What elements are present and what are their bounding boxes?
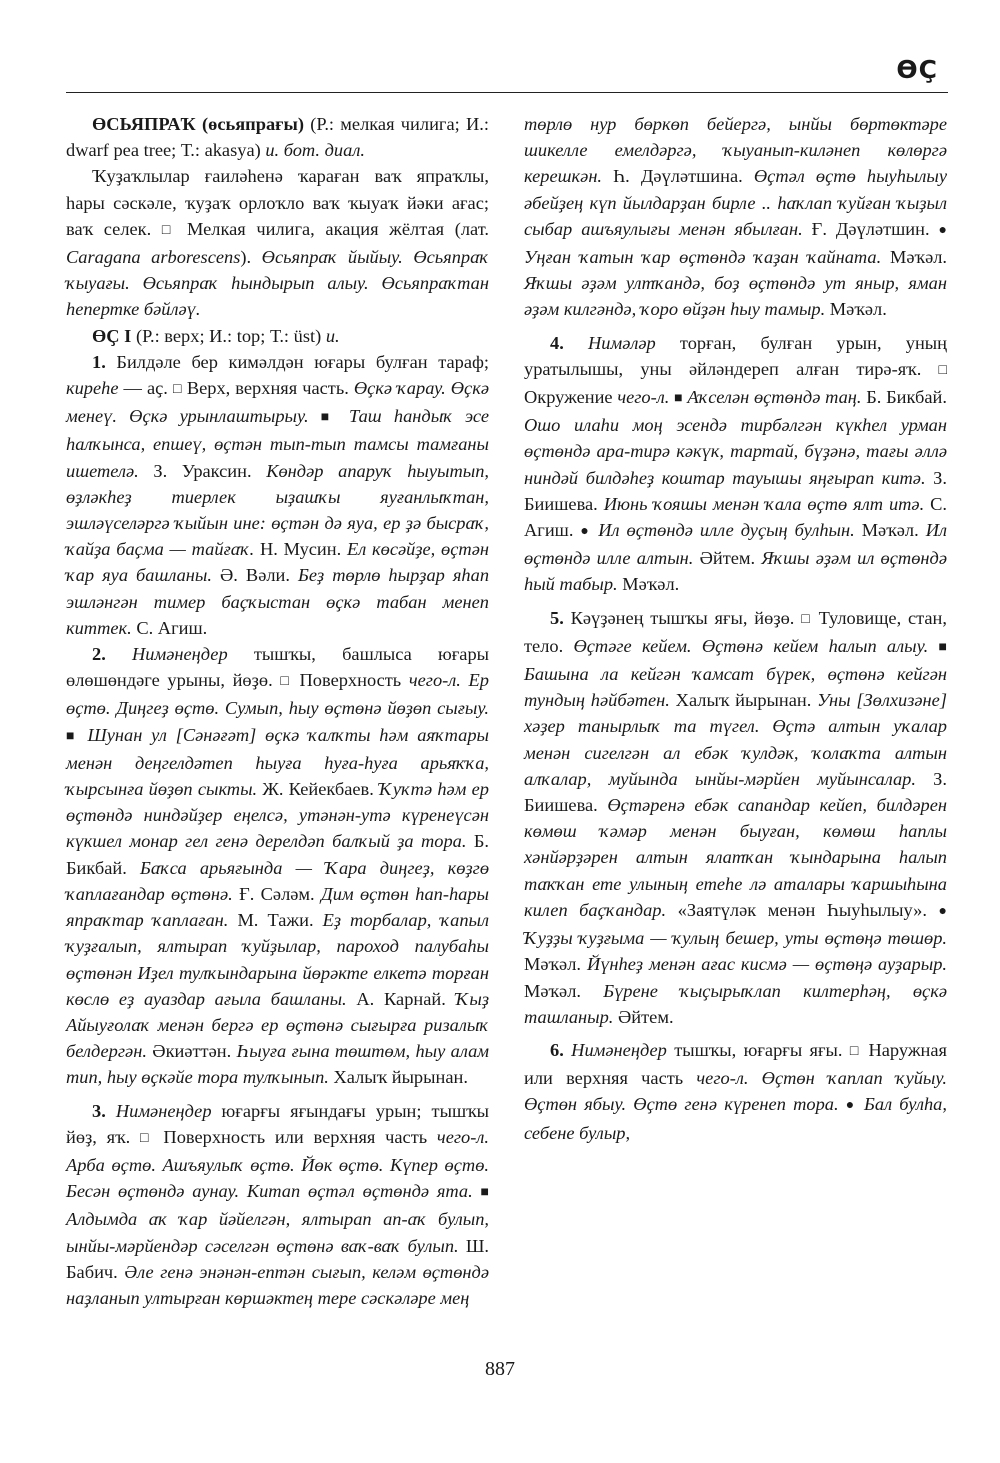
- italic-text: Ҡыҙ Айыуғолаҡ менән бергә ер өҫтөнә сығырға ризалыҡ белдергән.: [66, 988, 490, 1062]
- plain-text: Мәҡәл.: [854, 520, 926, 541]
- plain-text: Мәҡәл.: [617, 574, 680, 595]
- entry-paragraph-continued: [524, 111, 947, 323]
- plain-text: Мәҡәл.: [524, 980, 604, 1001]
- plain-text: юғарғы яғындағы урын; тышҡы йөҙ, яҡ.: [66, 1100, 490, 1147]
- plain-text: Ғ. Дәүләтшин.: [802, 218, 939, 239]
- plain-text: Б. Бикбай.: [861, 387, 947, 408]
- italic-text: Беҙ төрлө һырҙар яһап эшләнгән тимер баҫҡыстан өҫкә табан менеп киттек.: [66, 565, 490, 638]
- proverb-bullet-icon: ●: [938, 222, 948, 238]
- example-marker-icon: ■: [674, 391, 683, 407]
- italic-text: Бал булһа, себене булыр,: [524, 1094, 947, 1143]
- translation-marker-icon: □: [172, 382, 182, 398]
- translation-marker-icon: □: [801, 611, 812, 627]
- headword-text: ӨҪ I: [92, 325, 136, 346]
- headword-text: 1.: [92, 351, 117, 372]
- italic-text: Өсьяпраҡ йыйыу. Өсьяпраҡ ҡыуағы. Өсьяпраҡ һындырып алыу. Өсьяпраҡтан һепертке бәйләү.: [66, 247, 489, 320]
- example-marker-icon: ■: [66, 728, 79, 744]
- headword-text: 5.: [550, 607, 571, 628]
- entry-paragraph-2: [66, 323, 489, 349]
- plain-text: Верх, верхняя часть.: [181, 378, 354, 399]
- plain-text: торған, булған урын, уның уратылышы, уны әйләндереп алған тирә-яҡ.: [524, 332, 947, 379]
- italic-text: Йүнһеҙ менән ағас кисмә — өҫтөңә ауҙарыр.: [586, 954, 947, 975]
- plain-text: ).: [240, 247, 262, 268]
- italic-text: чего-л. Ер өҫтө. Диңгеҙ өҫтө. Сумып, һыу өҫтөнә йөҙөп сығыу.: [66, 670, 489, 719]
- plain-text: Мәҡәл.: [524, 954, 587, 975]
- italic-text: киреһе: [66, 378, 119, 399]
- italic-text: Шунан ул [Сәнәғәт] өҫкә ҡалҡты һәм аяҡтары менән деңгелдәтеп һыуға һуға-һуға арьяҡҡа, ҡырсынға йөҙөп сыкты.: [66, 724, 489, 800]
- italic-text: Өҫтәренә ебәк сапандар кейеп, билдәрен көмөш ҡәмәр менән быуған, көмөш һаплы хәнйәрҙәрен алтын ялатҡан ҡындарына һалып таҡҡан ете улының етеһе лә аталары ҡаршыһына килеп баҫҡандар.: [524, 795, 947, 920]
- entry-paragraph-8: [524, 1037, 947, 1146]
- headword-text: 4.: [550, 332, 588, 353]
- plain-text: З. Биишева.: [524, 768, 947, 816]
- plain-text: (Р.: верх; И.: top; Т.: üst): [135, 325, 326, 346]
- page-number: 887: [485, 1358, 515, 1380]
- plain-text: Н. Мусин.: [254, 539, 347, 560]
- headword-text: 6.: [550, 1039, 572, 1060]
- italic-text: Әле генә энәнән-ептән сығып, келәм өҫтөндә наҙланып ултырған көршәктең тере сәскәләре мең: [66, 1261, 489, 1308]
- italic-text: Уны [Зөлхизәне] хәҙер танырлыҡ та түгел. Өҫтә алтын уҡалар менән сигелгән ал ебәк ҡулдәк, ҡолаҡта алтын алҡалар, муйында ынйы-мәрйен муйынсалар.: [524, 690, 947, 789]
- plain-text: Кәүҙәнең тышҡы яғы, йөҙө.: [570, 607, 802, 628]
- plain-text: «Заятүләк менән Һыуһылыу».: [666, 899, 939, 920]
- italic-text: Өҫкә ҡарау. Өҫкә менеү. Өҫкә урынлаштырыу.: [66, 378, 489, 427]
- italic-text: Июнь ҡояшы менән ҡала өҫтө ялт итә.: [603, 493, 925, 514]
- italic-text: Дим өҫтөн һап-һары япраҡтар ҡаплаған.: [66, 883, 490, 931]
- plain-text: Билдәле бер кимәлдән юғары булған тараф;: [116, 351, 490, 372]
- plain-text: Әкиәттән.: [146, 1041, 237, 1062]
- proverb-bullet-icon: ●: [845, 1098, 857, 1114]
- italic-text: Өҫтәге кейем. Өҫтөнә кейем һалып алыу.: [573, 635, 939, 656]
- plain-text: Окружение: [524, 387, 618, 408]
- plain-text: тышҡы, башлыса юғары өлөшөндәге урыны, йөҙө.: [66, 644, 490, 691]
- italic-text: Caragana arborescens: [66, 247, 241, 268]
- entry-paragraph-5: [66, 1098, 489, 1312]
- headword-text: ӨСЬЯПРАҠ (өсьяпрағы): [92, 114, 311, 134]
- entry-paragraph-3: [66, 349, 489, 641]
- italic-text: Нимәнеңдер: [115, 1100, 212, 1121]
- italic-text: чего-л.: [617, 387, 675, 408]
- plain-text: Наружная или верхняя часть: [524, 1039, 947, 1089]
- italic-text: и.: [325, 325, 340, 346]
- plain-text: М. Тажи.: [228, 910, 323, 931]
- entry-paragraph-6: [524, 330, 947, 598]
- plain-text: Туловище, стан, тело.: [524, 607, 947, 656]
- plain-text: Б. Бикбай.: [66, 831, 489, 878]
- left-column: [66, 111, 489, 1311]
- plain-text: Әйтем.: [693, 548, 762, 569]
- plain-text: Халыҡ йырынан.: [328, 1067, 468, 1088]
- italic-text: Ил өҫтөндә илле алтын.: [524, 520, 947, 569]
- italic-text: Баҡса арьяғында — Ҡара диңгеҙ, көҙгө ҡаплағандар өҫтөнә.: [66, 857, 490, 904]
- translation-marker-icon: □: [938, 362, 947, 378]
- example-marker-icon: ■: [320, 410, 337, 426]
- plain-text: — аҫ.: [118, 378, 173, 399]
- italic-text: Өҫтәл өҫтө һыуһылыу әбейҙең күп йылдарҙан бирле .. һаҡлап ҡуйған ҡыҙыл сыбар ашъяулығы менән ябылған.: [524, 166, 947, 239]
- italic-text: Алдымда аҡ ҡар йәйелгән, ялтырап ап-аҡ булып, ынйы-мәрйендәр сәселгән өҫтөнә ваҡ-ваҡ булып.: [66, 1209, 489, 1256]
- italic-text: төрлө нур бөркөп бейергә, ынйы бөртөктәре шикелле емелдәргә, ҡыуанып-киләнеп көлөргә керешкән.: [524, 114, 947, 187]
- plain-text: З. Ураксин.: [138, 460, 267, 481]
- right-column: [524, 111, 947, 1146]
- italic-text: Ошо илаһи моң эсендә тирбәлгән күкһел урман өҫтөндә ара-тирә кәкүк, тартай, бүҙәнә, тағы әллә ниндәй билдәһеҙ коштар тауышы яңғырап китә.: [524, 415, 947, 488]
- italic-text: чего-л. Арба өҫтө. Ашъяулыҡ өҫтө. Йөк өҫтө. Күпер өҫтө. Бесән өҫтөндә аунау. Китап өҫтәл өҫтөндә ята.: [66, 1126, 489, 1202]
- plain-text: Әйтем.: [613, 1006, 674, 1027]
- plain-text: Ж. Кейекбаев.: [257, 779, 380, 800]
- entry-paragraph-4: [66, 641, 489, 1090]
- headword-text: 3.: [92, 1100, 116, 1121]
- plain-text: Мәҡәл.: [881, 247, 948, 268]
- plain-text: (Р.: мелкая чилига; И.: dwarf pea tree; Т.: akasya): [66, 114, 489, 161]
- italic-text: Ил өҫтөндә илле дуҫың булһын.: [591, 520, 855, 541]
- italic-text: Ҡуҡтә һәм ер өҫтөндә ниндәйҙер еңелсә, утәнән-утә күренеүсән күкшел монар гел генә дерелдәп балҡый ҙа тора.: [66, 779, 489, 852]
- italic-text: Нимәнеңдер: [571, 1039, 667, 1060]
- plain-text: Поверхность: [291, 670, 409, 691]
- translation-marker-icon: □: [280, 674, 292, 690]
- italic-text: Яҡшы әҙәм ултҡандә, боҙ өҫтөндә ут яныр, яман әҙәм килгәндә, ҡоро өйҙән һыу тамыр.: [524, 273, 947, 320]
- plain-text: Мелкая чилига, акация жёлтая (лат.: [176, 218, 489, 239]
- translation-marker-icon: □: [849, 1043, 862, 1059]
- italic-text: Башына ла кейгән ҡамсат бүрек, өҫтөнә кейгән тундың һәйбәтен.: [524, 664, 947, 711]
- proverb-bullet-icon: ●: [938, 903, 947, 919]
- example-marker-icon: ■: [480, 1185, 489, 1201]
- entry-paragraph-1: [66, 163, 489, 322]
- translation-marker-icon: □: [161, 222, 177, 238]
- italic-text: Уңған ҡатын ҡар өҫтөндә ҡаҙан ҡайната.: [524, 247, 882, 268]
- italic-text: Көндәр апаруҡ һыуытып, өҙләкһеҙ тиерлек ыҙашҡы яуғанлыҡтан, эшләүселәргә ҡыйын ине: өҫтән дә яуа, ер ҙә бысраҡ, ҡайҙа баҫма — тайғаҡ.: [66, 460, 489, 560]
- plain-text: Мәҡәл.: [825, 299, 887, 320]
- plain-text: Ҡуҙаҡлылар ғаиләһенә ҡараған ваҡ япраҡлы, һары сәскәле, ҡуҙаҡ орлоҡло ваҡ ҡыуаҡ йәки ағас; ваҡ селек.: [66, 166, 489, 239]
- italic-text: чего-л. Өҫтөн ҡаплап ҡуйыу. Өҫтөн ябыу. Өҫтө генә күренеп тора.: [524, 1068, 947, 1115]
- entry-paragraph-0: [66, 111, 489, 163]
- plain-text: З. Биишева.: [524, 467, 947, 514]
- running-head: ӨҪ: [896, 55, 938, 84]
- italic-text: Таш һандыҡ эсе һалҡынса, епшеү, өҫтән тып-тып тамсы тамғаны ишетелә.: [66, 406, 489, 481]
- italic-text: Бүрене ҡыҫырыҡлап килтерһәң, өҫкә ташланыр.: [524, 980, 947, 1027]
- italic-text: Нимәнеңдер: [131, 644, 228, 665]
- plain-text: С. Агиш.: [524, 493, 947, 541]
- plain-text: Һ. Дәүләтшина.: [602, 166, 754, 187]
- italic-text: Аҡселән өҫтөндә таң.: [682, 387, 862, 408]
- italic-text: Нимәләр: [587, 332, 656, 353]
- italic-text: Яҡшы әҙәм ил өҫтөндә һый табыр.: [524, 548, 947, 595]
- plain-text: Халыҡ йырынан.: [669, 690, 818, 711]
- plain-text: Поверхность или верхняя часть: [153, 1126, 437, 1147]
- proverb-bullet-icon: ●: [580, 524, 592, 540]
- italic-text: и. бот. диал.: [265, 140, 365, 161]
- translation-marker-icon: □: [140, 1130, 154, 1146]
- entry-paragraph-7: [524, 605, 947, 1030]
- headword-text: 2.: [92, 644, 132, 665]
- plain-text: Ш. Бабич.: [66, 1235, 490, 1282]
- plain-text: А. Карнай.: [346, 988, 456, 1009]
- plain-text: тышҡы, юғарғы яғы.: [666, 1039, 850, 1060]
- example-marker-icon: ■: [938, 639, 947, 655]
- italic-text: Ҡуҙҙы ҡуҙғыма — ҡулың бешер, уты өҫтөңә төшөр.: [524, 928, 947, 949]
- italic-text: Ел көсәйҙе, өҫтән ҡар яуа башланы.: [66, 539, 489, 586]
- italic-text: Һыуға ғына төштөм, һыу алам тип, һыу өҫкәйе тора тулҡынып.: [66, 1041, 489, 1088]
- italic-text: Еҙ торбалар, ҡапыл ҡуҙғалып, ялтырап ҡуйҙылар, пароход палубаһы өҫтөнән Иҙел тулҡындарына йөрәкте елкетә торған көслө еҙ ауаздар ағыла башланы.: [66, 910, 490, 1009]
- plain-text: Ғ. Сәләм.: [232, 883, 321, 904]
- plain-text: С. Агиш.: [131, 617, 208, 638]
- header-rule: [66, 92, 948, 93]
- plain-text: Ә. Вәли.: [212, 565, 299, 586]
